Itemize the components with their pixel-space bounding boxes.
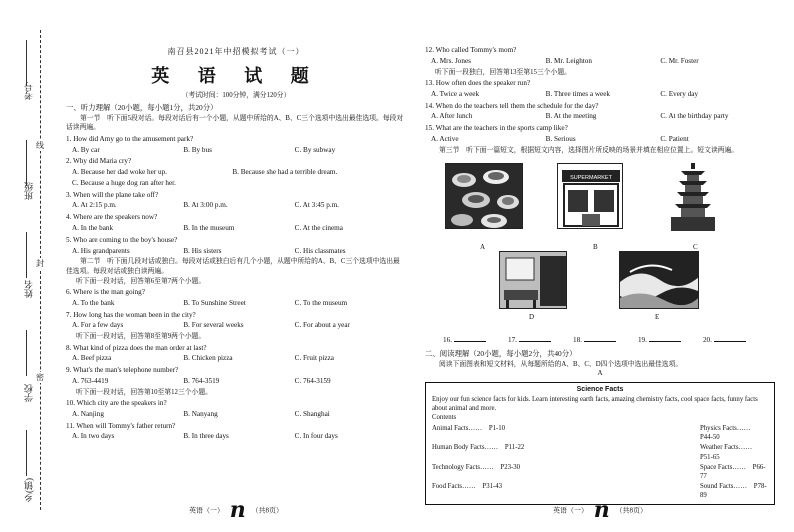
option: B. His sisters bbox=[183, 246, 222, 255]
option: B. To Sunshine Street bbox=[183, 298, 246, 307]
question-11: 11. When will Tommy's father return? bbox=[66, 421, 176, 430]
option: C. To the museum bbox=[294, 298, 348, 307]
monologue-tip-13-15: 听下面一段独白，回答第13至第15三个小题。 bbox=[435, 68, 571, 76]
answer-blank-19[interactable] bbox=[638, 336, 681, 346]
binding-label-class: 班级 bbox=[24, 182, 34, 200]
question-8: 8. What kind of pizza does the man order at last? bbox=[66, 343, 207, 352]
picture-d-room bbox=[499, 251, 567, 309]
contents-item: Physics Facts…… P44-50 bbox=[700, 425, 758, 442]
binding-blank-class bbox=[26, 140, 27, 186]
question-2-option-c bbox=[66, 179, 406, 189]
binding-blank-exam-number bbox=[26, 40, 27, 86]
question-9-options bbox=[66, 377, 406, 387]
footer-handwritten-mark: n bbox=[593, 497, 610, 524]
option: C. His classmates bbox=[294, 246, 346, 255]
dialog-tip-6-7: 听下面一段对话，回答第6至第7两个小题。 bbox=[76, 277, 206, 285]
science-facts-title: Science Facts bbox=[576, 386, 624, 394]
dialog-tip-10-12: 听下面一段对话，回答第10至第12三个小题。 bbox=[76, 388, 212, 396]
question-12: 12. Who called Tommy's mom? bbox=[425, 46, 517, 55]
section-reading-heading: 二、阅读理解（20小题，每小题2分，共40分） bbox=[425, 348, 577, 358]
option: B. In three days bbox=[183, 432, 229, 441]
question-7: 7. How long has the woman been in the city? bbox=[66, 310, 196, 319]
question-13-options bbox=[425, 90, 775, 100]
room-icon bbox=[500, 252, 567, 309]
binding-label-school: 学校 bbox=[24, 384, 34, 402]
picture-options bbox=[425, 159, 775, 334]
answer-blanks bbox=[425, 336, 775, 346]
question-15: 15. What are the teachers in the sports camp like? bbox=[425, 124, 568, 133]
answer-number: 20. bbox=[702, 335, 712, 344]
question-4-options bbox=[66, 224, 406, 234]
binding-blank-name bbox=[26, 232, 27, 278]
binding-blank-town bbox=[26, 430, 27, 476]
question-6-options bbox=[66, 299, 406, 309]
part1-instructions: 第一节 听下面5段对话。每段对话后有一个小题，从题中所给的A、B、C三个选项中选出最佳选项。每段对话读两遍。 bbox=[66, 115, 404, 132]
picture-label-b: B bbox=[593, 242, 598, 251]
contents-item: Space Facts…… P66-77 bbox=[700, 463, 766, 480]
option: B. Chicken pizza bbox=[183, 354, 233, 363]
option: A. For a few days bbox=[72, 321, 124, 330]
answer-number: 18. bbox=[572, 335, 582, 344]
science-facts-box bbox=[425, 382, 775, 505]
question-1-options bbox=[66, 146, 406, 156]
section-listening-heading: 一、听力理解（20小题，每小题1分，共20分） bbox=[66, 103, 218, 113]
question-2-options bbox=[66, 168, 406, 178]
contents-item: Weather Facts…… P51-65 bbox=[700, 444, 759, 461]
dishes-icon bbox=[446, 164, 523, 229]
contents-item: Sound Facts…… P78-89 bbox=[700, 483, 767, 500]
option: C. By subway bbox=[294, 145, 336, 154]
picture-label-e: E bbox=[655, 312, 660, 321]
question-10: 10. Which city are the speakers in? bbox=[66, 398, 167, 407]
question-group-1-5 bbox=[66, 135, 406, 257]
question-4: 4. Where are the speakers now? bbox=[66, 213, 158, 222]
option: C. At 3:45 p.m. bbox=[294, 201, 339, 210]
question-6: 6. Where is the man going? bbox=[66, 288, 145, 297]
option: A. At 2:15 p.m. bbox=[72, 201, 117, 210]
picture-e-waves bbox=[619, 251, 699, 309]
question-1: 1. How did Amy go to the amusement park? bbox=[66, 134, 194, 143]
question-14-options bbox=[425, 112, 775, 122]
option: C. Fruit pizza bbox=[294, 354, 334, 363]
footer-page-count: （共8页） bbox=[251, 506, 283, 515]
reading-instructions: 阅读下面图表和短文材料，从每题所给的A、B、C、D四个选项中选出最佳选项。 bbox=[439, 360, 683, 368]
answer-number: 16. bbox=[443, 335, 452, 344]
science-facts-intro: Enjoy our fun science facts for kids. Learn interesting earth facts, amazing chemistry facts, cool space facts, funny facts about animal and more. bbox=[432, 395, 758, 412]
option: C. Mr. Foster bbox=[660, 56, 699, 65]
footer-page-count: （共8页） bbox=[615, 506, 647, 515]
left-page-footer bbox=[66, 496, 406, 526]
left-page bbox=[66, 0, 406, 532]
binding-mark-xian: 线 bbox=[36, 141, 44, 150]
contents-item: Technology Facts…… P23-30 bbox=[432, 463, 521, 471]
binding-label-town: 乡(镇) bbox=[24, 478, 34, 502]
picture-a-dishes bbox=[445, 163, 523, 229]
picture-label-c: C bbox=[693, 242, 698, 251]
option: B. Nanyang bbox=[183, 409, 218, 418]
answer-blank-18[interactable] bbox=[573, 336, 616, 346]
option: B. Because she had a terrible dream. bbox=[232, 168, 338, 177]
question-9: 9. What's the man's telephone number? bbox=[66, 366, 179, 375]
binding-dashed-line bbox=[40, 30, 41, 510]
waves-icon bbox=[620, 252, 699, 309]
binding-mark-feng: 封 bbox=[36, 259, 44, 268]
option: C. Every day bbox=[660, 89, 699, 98]
option: C. Because a huge dog ran after her. bbox=[72, 178, 176, 187]
option: A. Because her dad woke her up. bbox=[72, 168, 167, 177]
option: C. At the birthday party bbox=[660, 112, 729, 121]
binding-margin bbox=[0, 0, 58, 532]
pagoda-icon bbox=[669, 161, 717, 233]
option: B. At 3:00 p.m. bbox=[183, 201, 228, 210]
option: A. Beef pizza bbox=[72, 354, 112, 363]
option: A. Mrs. Jones bbox=[431, 56, 471, 65]
option: B. At the meeting bbox=[545, 112, 597, 121]
question-12-options bbox=[425, 57, 775, 67]
question-10-options bbox=[66, 410, 406, 420]
option: B. In the museum bbox=[183, 224, 235, 233]
part2-instructions: 第二节 听下面几段对话或独白。每段对话或独白后有几个小题，从题中所给的A、B、C三个选项中选出最佳选项。每段对话或独白读两遍。 bbox=[66, 258, 400, 275]
option: A. Nanjing bbox=[72, 409, 104, 418]
question-5: 5. Who are coming to the boy's house? bbox=[66, 236, 178, 244]
passage-label: A bbox=[597, 368, 603, 377]
picture-label-d: D bbox=[529, 312, 535, 321]
option: A. In two days bbox=[72, 432, 115, 441]
question-5-options bbox=[66, 247, 406, 257]
option: A. After lunch bbox=[431, 112, 473, 121]
option: B. Three times a week bbox=[545, 89, 611, 98]
question-8-options bbox=[66, 354, 406, 364]
binding-label-exam-number: 考号 bbox=[24, 82, 34, 100]
supermarket-icon bbox=[558, 164, 623, 229]
question-15-options bbox=[425, 135, 775, 145]
option: B. Mr. Leighton bbox=[545, 56, 592, 65]
supermarket-sign: SUPERMARKET bbox=[570, 174, 612, 181]
option: B. Serious bbox=[545, 134, 576, 143]
contents-item: Food Facts…… P31-43 bbox=[432, 483, 503, 491]
right-page bbox=[425, 0, 775, 532]
part3-instructions: 第三节 听下面一篇短文，根据短文内容，选择图片所反映的场景并填在相应位置上。短文读两遍。 bbox=[439, 146, 739, 154]
question-7-options bbox=[66, 321, 406, 331]
footer-subject: 英语（一） bbox=[553, 506, 588, 515]
question-13: 13. How often does the speaker run? bbox=[425, 78, 531, 87]
answer-blank-16[interactable] bbox=[443, 336, 486, 346]
answer-number: 17. bbox=[507, 335, 517, 344]
option: A. 763-4419 bbox=[72, 376, 109, 385]
answer-number: 19. bbox=[637, 335, 647, 344]
option: A. In the bank bbox=[72, 224, 114, 233]
answer-blank-20[interactable] bbox=[703, 336, 746, 346]
exam-meta: （考试时间：100分钟，满分120分） bbox=[181, 92, 291, 100]
answer-blank-17[interactable] bbox=[508, 336, 551, 346]
science-facts-contents-label: Contents bbox=[432, 413, 457, 421]
question-3: 3. When will the plane take off? bbox=[66, 190, 159, 199]
footer-subject: 英语（一） bbox=[189, 506, 224, 515]
option: A. To the bank bbox=[72, 298, 115, 307]
exam-title: 南召县2021年中招模拟考试（一） bbox=[167, 47, 305, 56]
option: A. By car bbox=[72, 145, 100, 154]
dialog-tip-8-9: 听下面一段对话，回答第8至第9两个小题。 bbox=[76, 333, 206, 341]
question-2: 2. Why did Maria cry? bbox=[66, 157, 132, 166]
picture-c-pagoda bbox=[669, 161, 717, 233]
question-11-options bbox=[66, 432, 406, 442]
option: C. 764-3159 bbox=[294, 376, 331, 385]
question-3-options bbox=[66, 201, 406, 211]
binding-mark-mi: 密 bbox=[36, 373, 44, 382]
picture-b-supermarket bbox=[557, 163, 623, 229]
option: A. His grandparents bbox=[72, 246, 130, 255]
option: C. Shanghai bbox=[294, 409, 330, 418]
option: A. Active bbox=[431, 134, 459, 143]
contents-item: Animal Facts…… P1-10 bbox=[432, 425, 506, 433]
right-page-footer bbox=[425, 496, 775, 526]
question-14: 14. When do the teachers tell them the schedule for the day? bbox=[425, 101, 599, 110]
contents-item: Human Body Facts…… P11-22 bbox=[432, 444, 525, 452]
footer-handwritten-mark: n bbox=[229, 497, 246, 524]
binding-blank-school bbox=[26, 330, 27, 376]
option: B. By bus bbox=[183, 145, 212, 154]
option: B. For several weeks bbox=[183, 321, 244, 330]
science-facts-contents bbox=[432, 424, 768, 500]
picture-label-a: A bbox=[480, 242, 486, 251]
option: A. Twice a week bbox=[431, 89, 480, 98]
option: C. For about a year bbox=[294, 321, 350, 330]
option: B. 764-3519 bbox=[183, 376, 220, 385]
subject-title: 英 语 试 题 bbox=[151, 65, 321, 86]
binding-label-name: 姓名 bbox=[24, 280, 34, 298]
option: C. In four days bbox=[294, 432, 338, 441]
option: C. At the cinema bbox=[294, 224, 343, 233]
option: C. Patient bbox=[660, 134, 689, 143]
